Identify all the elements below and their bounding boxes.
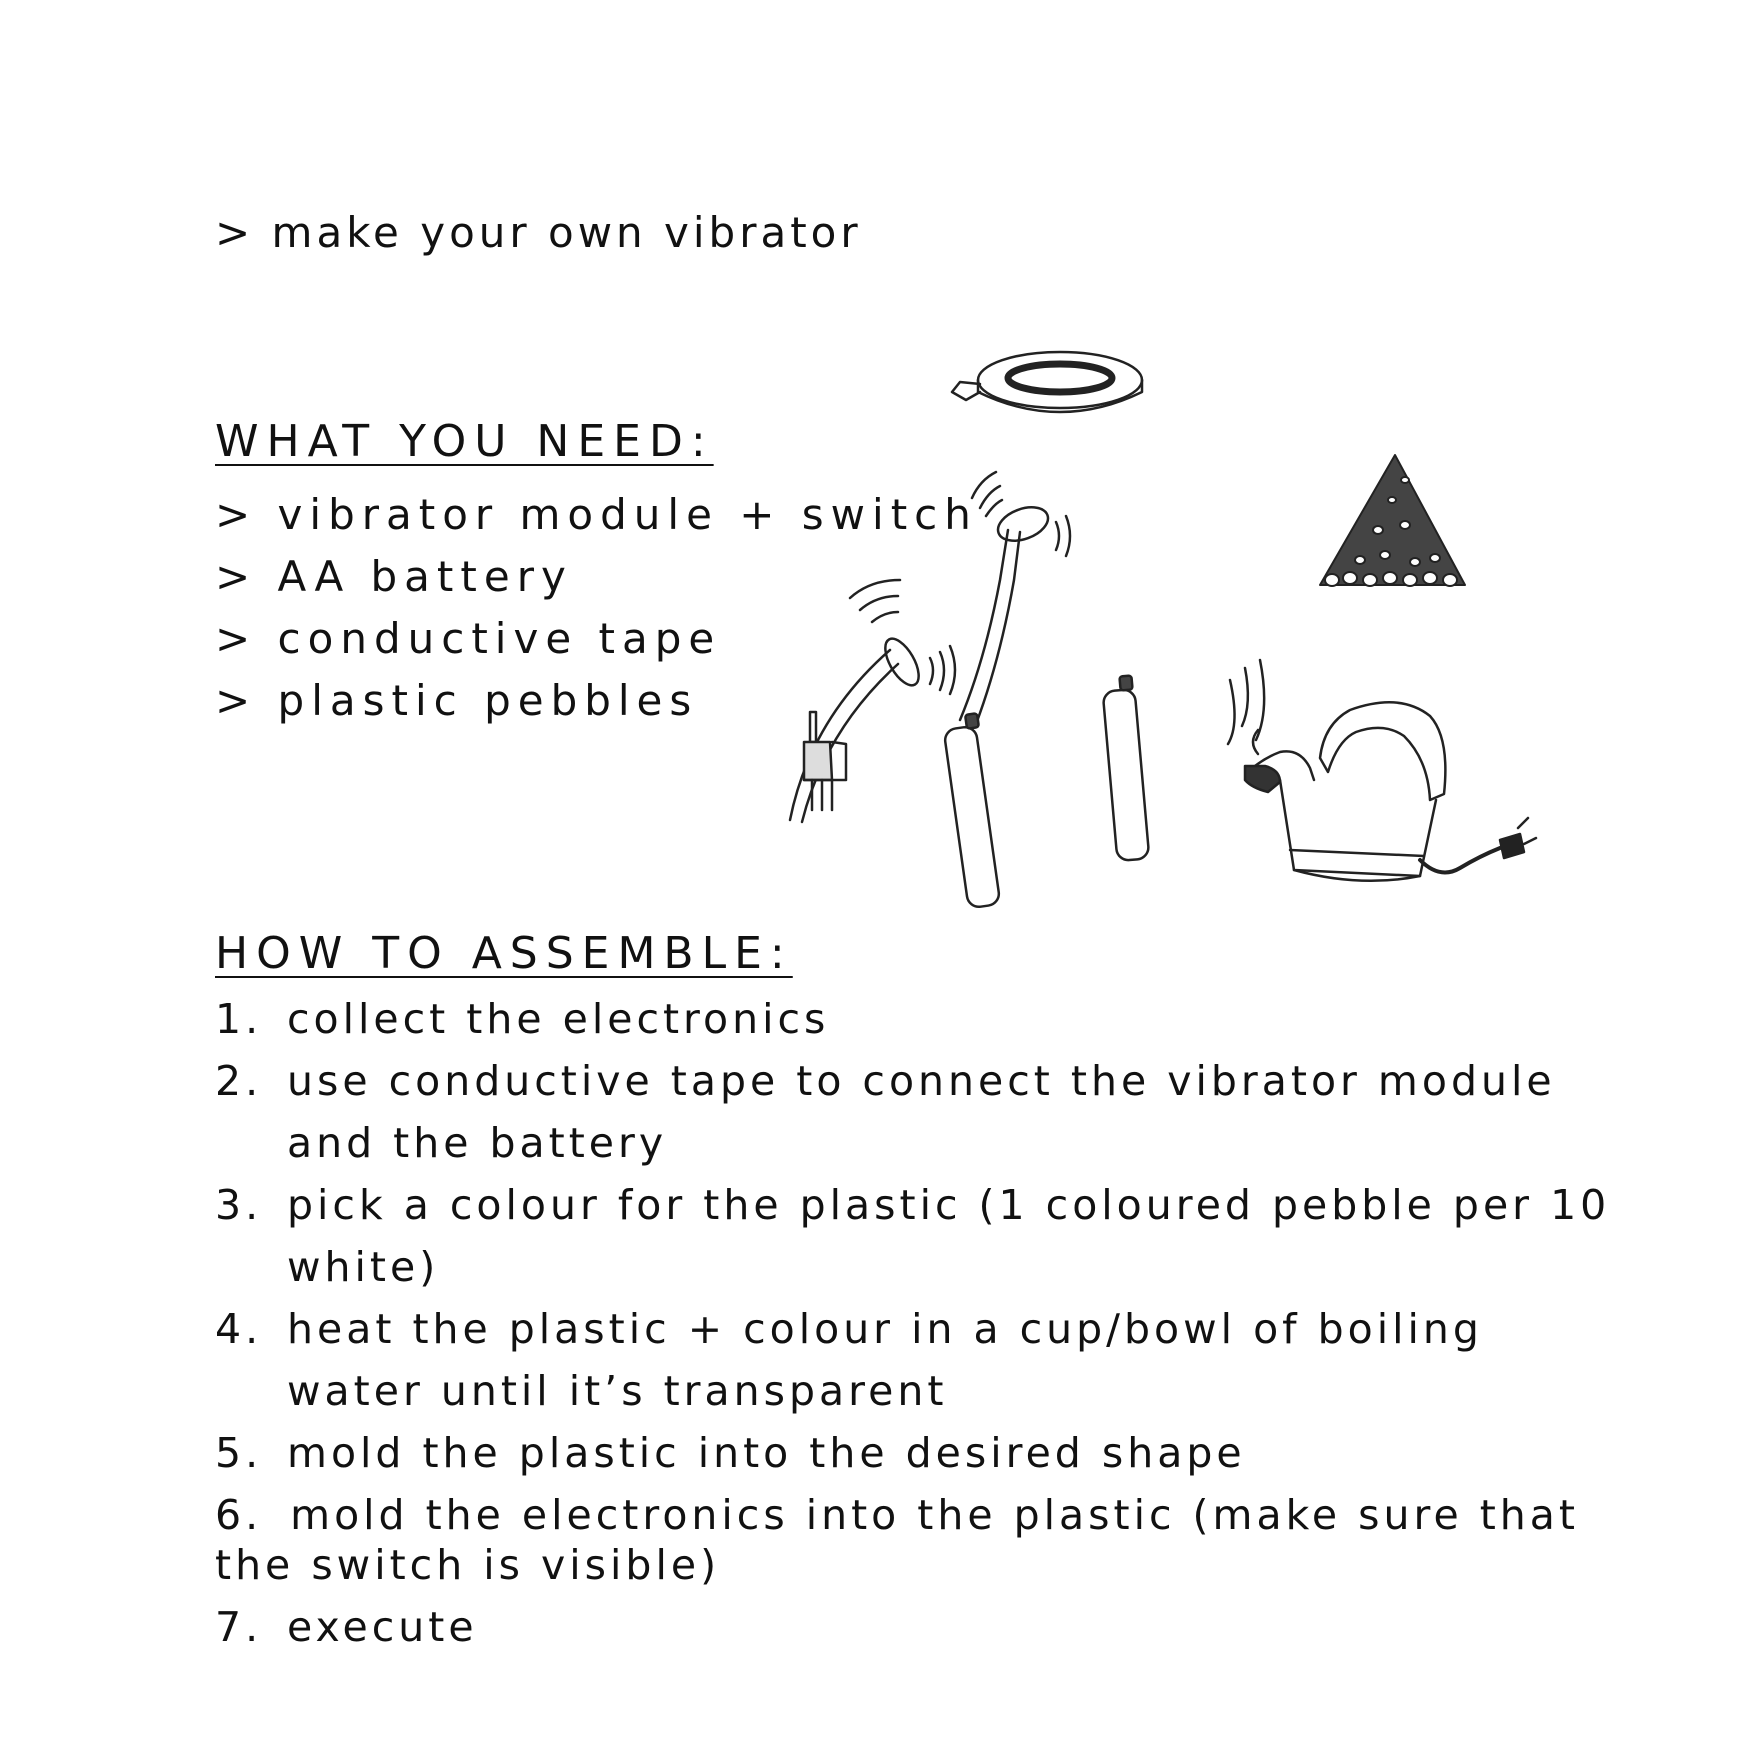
list-item (215, 1422, 1615, 1484)
list-item (215, 1596, 1615, 1658)
step-number: 7. (215, 1603, 263, 1651)
step-number: 5. (215, 1429, 263, 1477)
materials-illustration (780, 340, 1700, 1020)
vibrator-module-icon (790, 580, 955, 822)
list-item (215, 1174, 1615, 1298)
list-item: > AA battery (215, 552, 573, 601)
step-text: mold the electronics into the plastic (make sure that the switch is visible) (215, 1491, 1579, 1589)
step-number: 1. (215, 995, 263, 1043)
step-number: 4. (215, 1305, 263, 1353)
step-text: execute (287, 1603, 478, 1651)
list-item (215, 1298, 1615, 1422)
what-you-need-heading: WHAT YOU NEED: (215, 416, 714, 467)
step-text: pick a colour for the plastic (1 coloured pebble per 10 white) (287, 1181, 1611, 1291)
step-text: heat the plastic + colour in a cup/bowl of boiling water until it’s transparent (287, 1305, 1483, 1415)
assembly-steps (215, 988, 1615, 1658)
list-item: > vibrator module + switch (215, 490, 978, 539)
list-item: > conductive tape (215, 614, 722, 663)
how-to-assemble-heading: HOW TO ASSEMBLE: (215, 928, 793, 979)
step-number: 2. (215, 1057, 263, 1105)
step-text: use conductive tape to connect the vibrator module and the battery (287, 1057, 1556, 1167)
pebble-pile-icon (1320, 455, 1465, 586)
tape-roll-icon (952, 352, 1142, 412)
list-item: > plastic pebbles (215, 676, 699, 725)
step-number: 6. (215, 1491, 263, 1539)
list-item (215, 1484, 1615, 1596)
battery-icon (1103, 676, 1150, 862)
step-text: collect the electronics (287, 995, 830, 1043)
list-item (215, 1050, 1615, 1174)
kettle-icon (1228, 660, 1536, 881)
page-title: > make your own vibrator (215, 208, 862, 257)
step-number: 3. (215, 1181, 263, 1229)
step-text: mold the plastic into the desired shape (287, 1429, 1246, 1477)
battery-icon (944, 713, 1001, 908)
vibrator-module-icon (960, 472, 1070, 724)
